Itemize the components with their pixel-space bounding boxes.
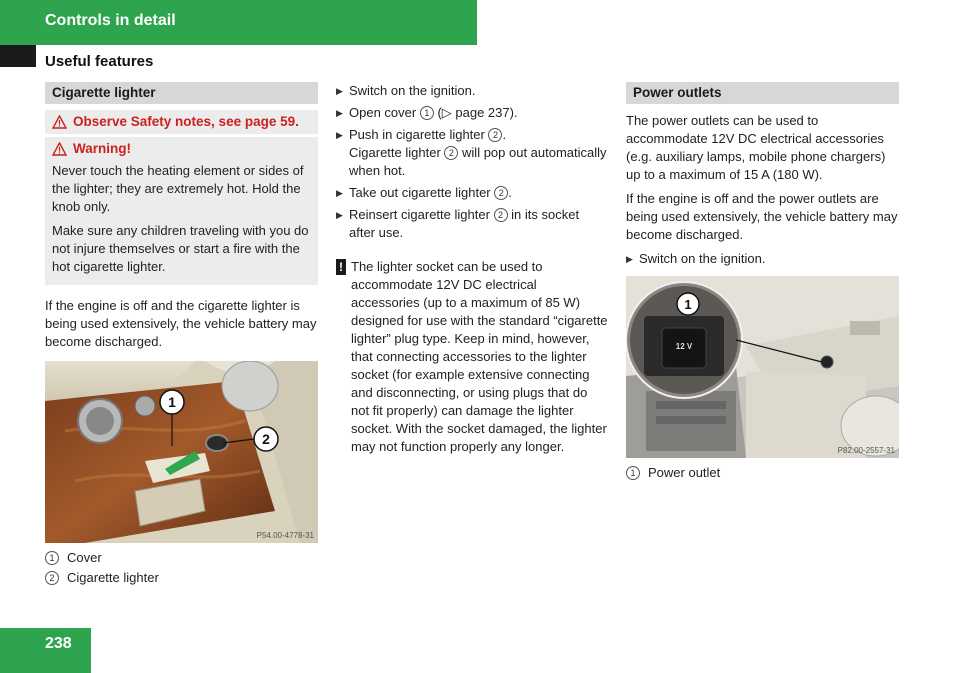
callout-number: 2 xyxy=(45,571,59,585)
warning-triangle-icon xyxy=(52,142,67,156)
column-cigarette-lighter xyxy=(45,82,318,587)
column-power-outlets xyxy=(626,82,899,482)
caution-text: The lighter socket can be used to accommodate 12V DC electrical accessories (up to a maximum of 85 W) designed for use with the standard “cigarette lighter” plug type. Keep in mind, however, that connecting accessories to the lighter socket (for example extensive connecting and disconnecting, or using plugs that do not fit properly) can damage the lighter socket. With the socket damaged, the lighter may not function properly any longer. xyxy=(351,259,608,454)
legend-item xyxy=(45,569,318,587)
section-tab-marker xyxy=(0,45,36,67)
step-text: Open cover 1 (▷ page 237). xyxy=(349,105,518,120)
svg-text:1: 1 xyxy=(168,394,176,410)
svg-text:1: 1 xyxy=(684,297,692,312)
column-instructions xyxy=(336,82,608,456)
callout-number: 2 xyxy=(494,208,508,222)
legend-item xyxy=(45,549,318,567)
exclamation-icon: ! xyxy=(336,259,346,275)
power-outlets-heading: Power outlets xyxy=(626,82,899,104)
safety-notice-box xyxy=(45,110,318,134)
image-code: P82.00-2557-31 xyxy=(837,446,895,455)
cigarette-lighter-photo xyxy=(45,361,318,543)
caution-note xyxy=(336,258,608,456)
warning-box xyxy=(45,137,318,285)
section-subtitle: Useful features xyxy=(45,53,154,70)
callout-number: 2 xyxy=(488,128,502,142)
callout-number: 1 xyxy=(45,551,59,565)
legend-label: Cover xyxy=(67,550,102,565)
power-outlets-text: The power outlets can be used to accommodate 12V DC electrical accessories (e.g. auxiliary lamps, mobile phone chargers) up to a maximum of 15 A (180 W). xyxy=(626,113,886,182)
warning-title: Warning! xyxy=(73,141,131,156)
step-arrow-icon: ▶ xyxy=(336,210,343,220)
callout-number: 2 xyxy=(444,146,458,160)
step-arrow-icon: ▶ xyxy=(336,108,343,118)
legend-item xyxy=(626,464,899,482)
callout-number: 1 xyxy=(420,106,434,120)
instruction-step xyxy=(336,184,608,202)
svg-text:12 V: 12 V xyxy=(675,342,693,351)
step-arrow-icon: ▶ xyxy=(336,86,343,96)
instruction-step xyxy=(336,82,608,100)
step-text: Switch on the ignition. xyxy=(349,83,476,98)
svg-text:2: 2 xyxy=(262,431,270,447)
image-code: P54.00-4778-31 xyxy=(256,531,314,540)
legend-label: Power outlet xyxy=(648,465,721,480)
instruction-step xyxy=(336,104,608,122)
power-outlet-photo xyxy=(626,276,899,458)
warning-text: Make sure any children traveling with you do not injure themselves or start a fire with the hot cigarette lighter. xyxy=(52,223,309,274)
instruction-step xyxy=(626,250,899,268)
instruction-step xyxy=(336,206,608,242)
step-text: Take out cigarette lighter 2 . xyxy=(349,185,512,200)
safety-notice-link[interactable]: Observe Safety notes, see page 59. xyxy=(73,114,299,129)
battery-note: If the engine is off and the cigarette lighter is being used extensively, the vehicle battery may become discharged. xyxy=(45,298,317,349)
step-arrow-icon: ▶ xyxy=(336,188,343,198)
legend-label: Cigarette lighter xyxy=(67,570,159,585)
step-arrow-icon: ▶ xyxy=(336,130,343,140)
page-number: 238 xyxy=(45,635,72,652)
page-reference-link[interactable]: (▷ page 237). xyxy=(437,105,518,120)
warning-triangle-icon xyxy=(52,115,67,129)
callout-number: 1 xyxy=(626,466,640,480)
cigarette-lighter-heading: Cigarette lighter xyxy=(45,82,318,104)
callout-number: 2 xyxy=(494,186,508,200)
warning-text: Never touch the heating element or sides of the lighter; they are extremely hot. Hold the knob only. xyxy=(52,163,304,214)
power-outlets-battery-note: If the engine is off and the power outlets are being used extensively, the vehicle battery may become discharged. xyxy=(626,191,898,242)
step-text: Reinsert cigarette lighter 2 in its socket after use. xyxy=(349,207,580,240)
step-arrow-icon: ▶ xyxy=(626,254,633,264)
chapter-title: Controls in detail xyxy=(45,12,176,29)
step-text: Push in cigarette lighter 2 . Cigarette lighter 2 will pop out automatically when hot. xyxy=(349,127,607,178)
instruction-step xyxy=(336,126,608,180)
step-text: Switch on the ignition. xyxy=(639,251,766,266)
